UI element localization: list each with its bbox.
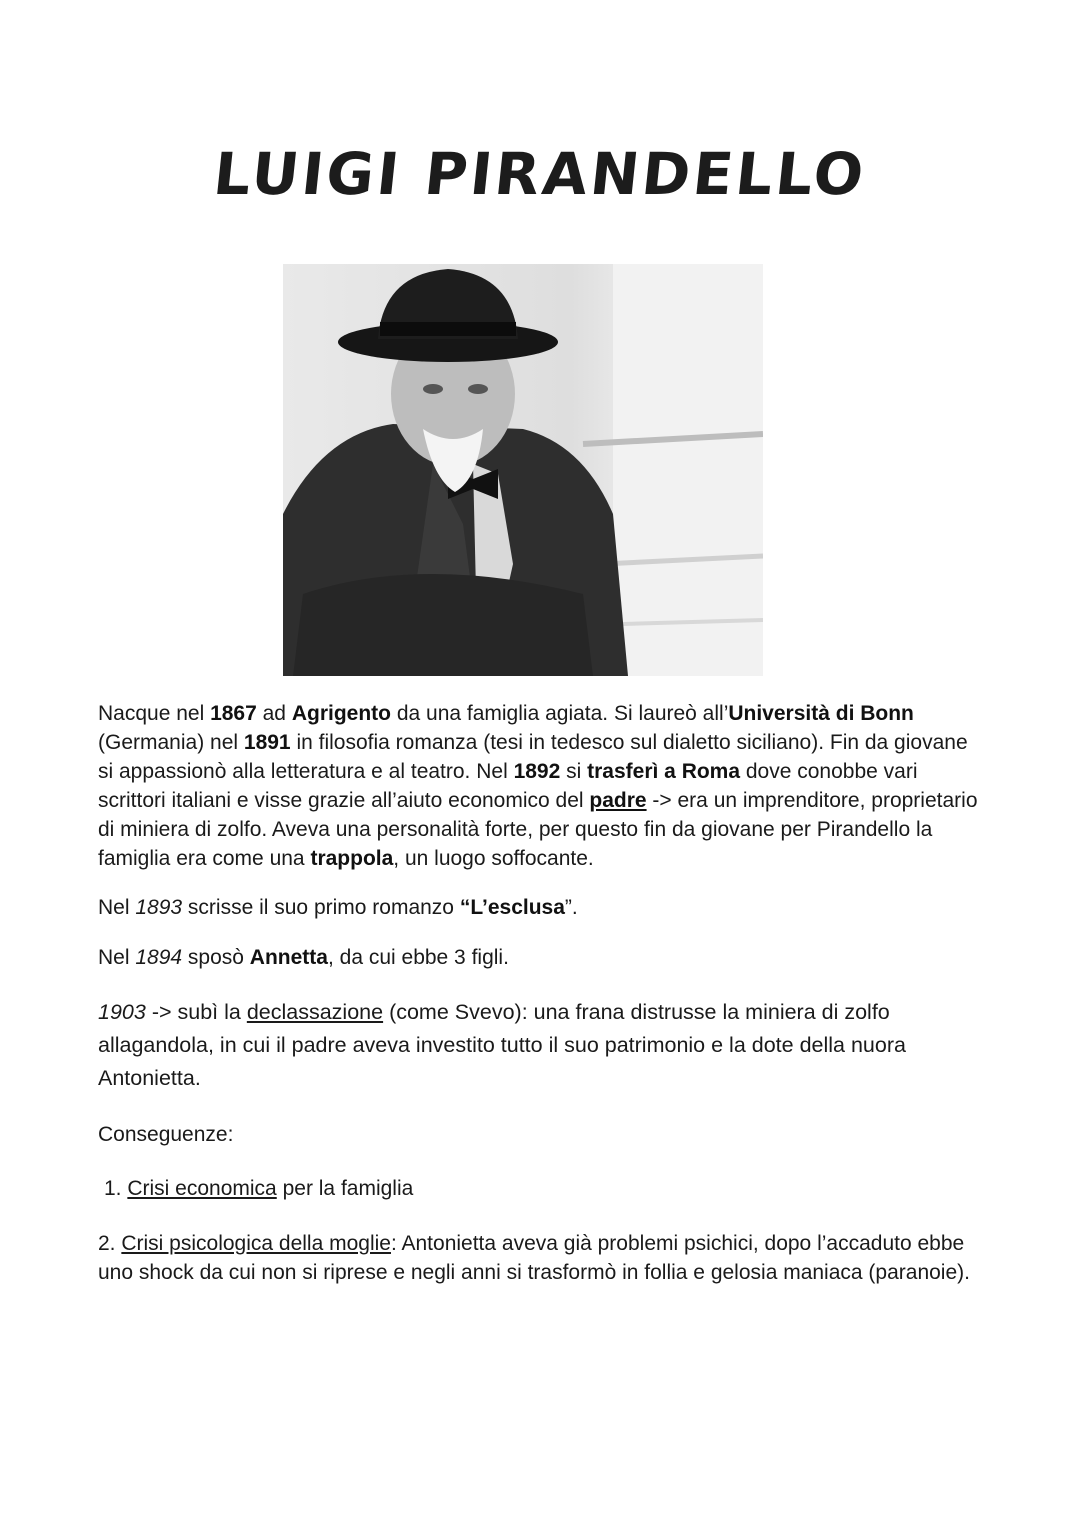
- portrait-photo: [283, 264, 763, 676]
- consequences-heading: Conseguenze:: [98, 1123, 234, 1146]
- page-title: LUIGI PIRANDELLO: [210, 140, 870, 208]
- list-item: 2. Crisi psicologica della moglie: Antonietta aveva già problemi psichici, dopo l’accaduto ebbe uno shock da cui non si riprese e negli anni si trasformò in follia e gelosia maniaca (paranoie).: [98, 1232, 970, 1284]
- portrait-icon: [283, 264, 763, 676]
- list-item: 1. Crisi economica per la famiglia: [104, 1177, 414, 1200]
- paragraph-1893: Nel 1893 scrisse il suo primo romanzo “L’esclusa”.: [98, 896, 578, 919]
- paragraph-1903: 1903 -> subì la declassazione (come Svevo): una frana distrusse la miniera di zolfo allagandola, in cui il padre aveva investito tutto il suo patrimonio e la dote della nuora Antonietta.: [98, 1000, 906, 1090]
- paragraph-1894: Nel 1894 sposò Annetta, da cui ebbe 3 figli.: [98, 946, 509, 969]
- paragraph-biography: Nacque nel 1867 ad Agrigento da una famiglia agiata. Si laureò all’Università di Bonn (Germania) nel 1891 in filosofia romanza (tesi in tedesco sul dialetto siciliano). Fin da giovane si appassionò alla letteratura e al teatro. Nel 1892 si trasferì a Roma dove conobbe vari scrittori italiani e visse grazie all’aiuto economico del padre -> era un imprenditore, proprietario di miniera di zolfo. Aveva una personalità forte, per questo fin da giovane per Pirandello la famiglia era come una trappola, un luogo soffocante.: [98, 702, 978, 870]
